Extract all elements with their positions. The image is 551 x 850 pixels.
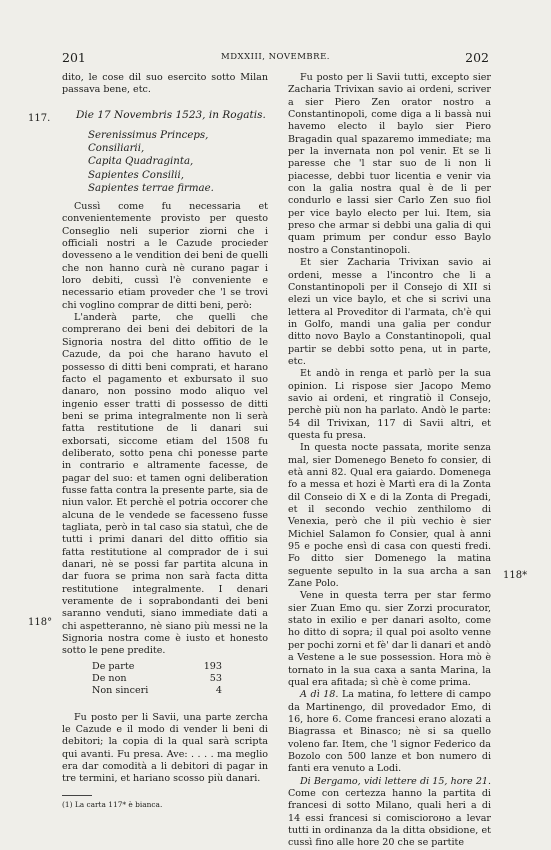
vote-tally (62, 661, 268, 698)
margin-number-117: 117. (28, 113, 51, 124)
footnote-rule (62, 795, 92, 796)
entry-text: La matina, fo lettere di campo da Martinengo, dil provedador Emo, di 16, hore 6. Come francesi erano alozati a Biagrassa et Binasco; nè si sa quello voleno far. Item, che 'l signor Federico da Bozolo con 500 lanze et bon numero di fanti era venuto a Lodi. (288, 689, 491, 775)
margin-number-118-left: 118° (28, 617, 53, 628)
body-paragraph: Fu posto per li Savii tutti, excepto sier Zacharia Trivixan savio ai ordeni, scriver a sier Piero Zen orator nostro a Constantinopoli, come diga a li bassà nui havemo electo il baylo sier Piero Bragadin qual spazaremo immediate; ma per la invernata non pol venir. Et se li paresse che 'l star suo de li non li piacesse, debbi tuor licentia e venir via con la galia nostra qual è de li per condurlo e lassi sier Carlo Zen suo fiol per vice baylo electo per lui. Item, sia preso che armar si debbi una galia di qui quam primum per condur esso Baylo nostro a Constantinopoli. (288, 72, 491, 256)
dated-entry (288, 776, 491, 850)
entry-heading: Di Bergamo, vidi lettere di 15, hore 21. (300, 775, 491, 787)
body-paragraph: Et andò in renga et parlò per la sua opinion. Li rispose sier Jacopo Memo savio ai ordeni, et ringratiò il Consejo, perchè più non ha parlato. Andò le parte: 54 dil Trivixan, 117 di Savii altri, et questa fu presa. (288, 368, 491, 441)
footnote: (1) La carta 117* è bianca. (62, 799, 163, 809)
margin-number-118-right: 118* (503, 570, 528, 581)
body-paragraph: Fu posto per li Savii, una parte zercha le Cazude e il modo di vender li beni di debitori; la copia di la qual sarà scripta qui avanti. Fu presa. Ave: . . . . ma meglio era dar comodità a li debitori di pagar in tre termini, et hariano scosso più danari. (62, 711, 268, 785)
salutation-line: Serenissimus Princeps, (88, 130, 209, 142)
left-page-number: 201 (62, 50, 86, 65)
vote-count: 4 (215, 685, 222, 697)
salutation-line: Capita Quadraginta, (88, 156, 194, 168)
entry-title: Die 17 Novembris 1523, in Rogatis. (76, 108, 266, 121)
vote-count: 193 (203, 660, 222, 672)
body-paragraph: L'anderà parte, che quelli che comprerano dei beni dei debitori de la Signoria nostra del ditto offitio de le Cazude, da poi che harano havuto el possesso di ditti beni comprati, et harano facto el pagamento et exbursato il suo danaro, non possino modo aliquo vel ingenio esser tratti di possesso de ditti beni se prima integralmente non li serà fatta restitutione de li danari sui exborsati, siccome etiam del 1508 fu deliberato, sotto pena chi ponesse parte in contrario e altramente facesse, de pagar del suo: et tamen ogni deliberation fusse fatta contra la presente parte, sia de niun valor. Et perchè el potria occorer che alcuna de le vendede se facesseno fusse tagliata, però in tal caso sia statuì, che de tutti i primi danari del ditto offitio sia fatta restitutione al comprador de i sui danari, nè se possi far partita alcuna in dar fuora se prima non sarà facta ditta restitutione integralmente. I denari veramente de i soprabondanti dei beni saranno venduti, siano immediate dati a chi aspetteranno, nè siano più messi ne la Signoria nostra come è iusto et honesto sotto le pene predite. (62, 312, 268, 657)
vote-count: 53 (209, 673, 222, 685)
vote-label: Non sinceri (92, 685, 149, 697)
entry-text: Come con certezza hanno la partita di francesi di sotto Milano, quali heri a di 14 essi francesi si comiscioroно a levar tutti in ordinanza da la ditta obsidione, et cussì fino alle hore 20 che se partite (288, 787, 491, 849)
vote-label: De non (92, 673, 127, 685)
left-column (62, 72, 268, 809)
salutation-line: Consiliarii, (88, 143, 145, 155)
right-column (288, 72, 491, 850)
right-page-number: 202 (465, 50, 489, 65)
running-header (62, 50, 489, 66)
salutation-block (62, 129, 268, 195)
entry-date: A dì 18. (300, 689, 339, 701)
salutation-line: Sapientes terrae firmae. (88, 182, 214, 194)
body-paragraph: Et sier Zacharia Trivixan savio ai ordeni, messe a l'incontro che li a Constantinopoli per il Consejo di XII si elezi un vice baylo, et che si scrivi una lettera al Proveditor di l'armata, ch'è qui in Golfo, mandi una galia per condur ditto novo Baylo a Constantinopoli, qual partir se debbi sotto pena, ut in parte, etc. (288, 257, 491, 367)
dated-entry (288, 689, 491, 775)
intro-paragraph: dito, le cose dil suo esercito sotto Milan passava bene, etc. (62, 72, 268, 96)
body-paragraph: Cussì come fu necessaria et convenientemente provisto per questo Conseglio neli superior ziorni che i officiali nostri a le Cazude procieder dovesseno a le vendition dei beni de quelli che non hanno curà nè curano pagar i loro debiti, cussì l'è conveniente e necessario etiam proveder che 'l se trovi chi voglino comprar de ditti beni, però: (62, 201, 268, 311)
running-title: MDXXIII, NOVEMBRE. (221, 52, 330, 62)
body-paragraph: Vene in questa terra per star fermo sier Zuan Emo qu. sier Zorzi procurator, stato in exilio e per danari asolto, come ho ditto di sopra; il qual poi asolto venne per pochi zorni et fè' dar li danari et andò a Vestene a le sue possession. Hora mò è tornato in la sua caxa a santa Marina, la qual era afitada; sì chè è come prima. (288, 590, 491, 688)
salutation-line: Sapientes Consilii, (88, 169, 185, 181)
vote-label: De parte (92, 660, 135, 672)
body-paragraph: In questa nocte passata, morite senza mal, sier Domenego Beneto fo consier, di età anni 82. Qual era gaiardo. Domenega fo a messa et hozi è Martì era di la Zonta dil Conseio di X e di la Zonta di Pregadi, et il secondo vechio zenthilomo di Venexia, però che il più vechio è sier Michiel Salamon fo Consier, qual à anni 95 e poche ensì di casa con questi fredi. Fo ditto sier Domenego la matina seguente sepulto in la sua archa a san Zane Polo. (288, 442, 491, 590)
